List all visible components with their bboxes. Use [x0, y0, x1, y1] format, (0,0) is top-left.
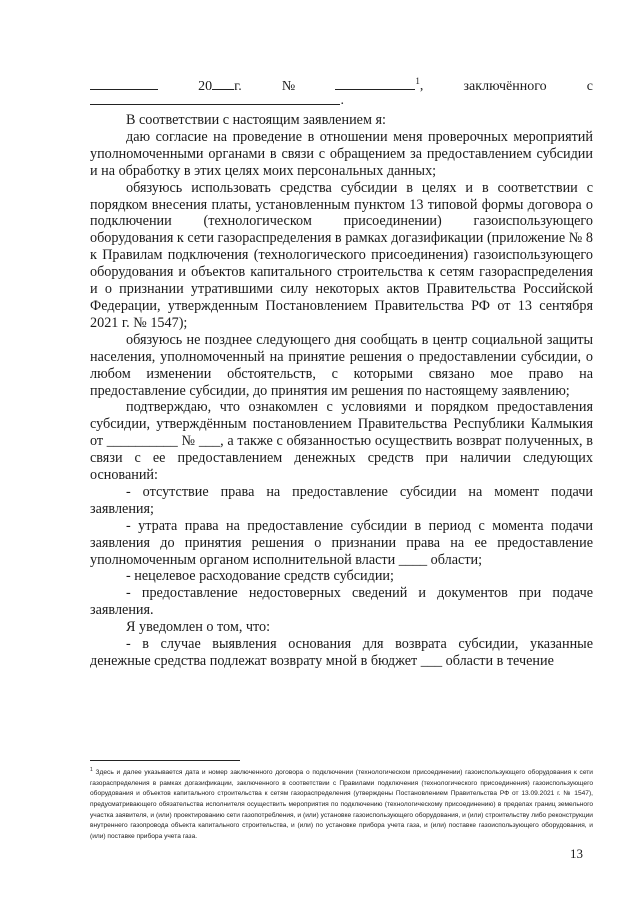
paragraph: Я уведомлен о том, что: — [126, 619, 271, 636]
paragraph: В соответствии с настоящим заявлением я: — [126, 112, 386, 128]
paragraph: обязуюсь использовать средства субсидии в целях и в соответствии с порядком внесения платы, установленным пунктом 13 типовой формы договора о подключении (технологическом присоединении) газоиспользующего оборудования к сети газораспределения в рамках догазификации (приложение № 8 к Правилам подключения (технологического присоединения) газоиспользующего оборудования и объектов капитального строительства к сетям газораспределения и о признании утратившими силу некоторых актов Правительства Российской Федерации, утвержденным Постановлением Правительства РФ от 13 сентября 2021 г. № 1547); — [90, 179, 593, 331]
concluded-word: заключённого — [463, 78, 547, 94]
contract-number-field: $^1$, — [335, 76, 423, 95]
number-sign: № — [281, 78, 296, 94]
footnote-separator — [90, 760, 240, 761]
paragraph: обязуюсь не позднее следующего дня сообщать в центр социальной защиты населения, уполномоченный на принятие решения о предоставлении субсидии, о любом изменении обстоятельств, с которыми связано мое право на предоставление субсидии, до принятия им решения по настоящему заявлению; — [90, 331, 593, 399]
statement-body — [90, 112, 593, 670]
page-number: 13 — [570, 846, 583, 861]
paragraph: - отсутствие права на предоставление субсидии на момент подачи заявления; — [90, 483, 593, 517]
paragraph: подтверждаю, что ознакомлен с условиями и порядком предоставления субсидии, утверждённым постановлением Правительства Республики Калмыкия от __________ № ___, а также с обязанностью осуществить возврат полученных, в связи с ее предоставлением денежных средств при наличии следующих оснований: — [90, 399, 593, 484]
paragraph: - нецелевое расходование средств субсидии; — [126, 568, 394, 585]
footnote-text: Здесь и далее указывается дата и номер заключенного договора о подключении (технологическом присоединении) газоиспользующего оборудования к сети газораспределения в рамках догазификации, заключенного в соответствии с Правилами подключения (технологического присоединения) газоиспользующего оборудования и объектов капитального строительства к сетям газораспределения (утверждены Постановлением Правительства РФ от 13.09.2021 г. № 1547), предусматривающего обязательства исполнителя осуществить мероприятия по подключению (технологическому присоединению) в пределах границ земельного участка заявителя, и (или) проектированию сети газопотребления, и (или) установке газоиспользующего оборудования, и (или) строительству либо реконструкции внутреннего газопровода объекта капитального строительства, и (или) по установке прибора учета газа, и (или) поставке газоиспользующего оборудования, и (или) поставке прибора учета газа. — [90, 769, 593, 840]
paragraph: - утрата права на предоставление субсидии в период с момента подачи заявления до принятия решения о признании права на ее предоставление уполномоченным органом исполнительной власти ____ области; — [90, 517, 593, 568]
footnote-marker: 1 — [90, 767, 93, 773]
paragraph: - в случае выявления основания для возврата субсидии, указанные денежные средства подлежат возврату мной в бюджет ___ области в течение — [90, 636, 593, 669]
paragraph: - предоставление недостоверных сведений и документов при подаче заявления. — [90, 585, 593, 619]
with-word: с — [586, 78, 593, 94]
contract-reference-line — [90, 76, 593, 95]
footnote — [90, 765, 593, 842]
paragraph: даю согласие на проведение в отношении меня проверочных мероприятий уполномоченными органами в связи с обращением за предоставлением субсидии и на обработку в этих целях моих персональных данных; — [90, 128, 593, 179]
date-blank — [90, 77, 158, 90]
year-field: 20 г. — [198, 78, 242, 94]
footnote-ref: 1 — [415, 76, 420, 86]
counterparty-blank: . — [90, 96, 340, 105]
